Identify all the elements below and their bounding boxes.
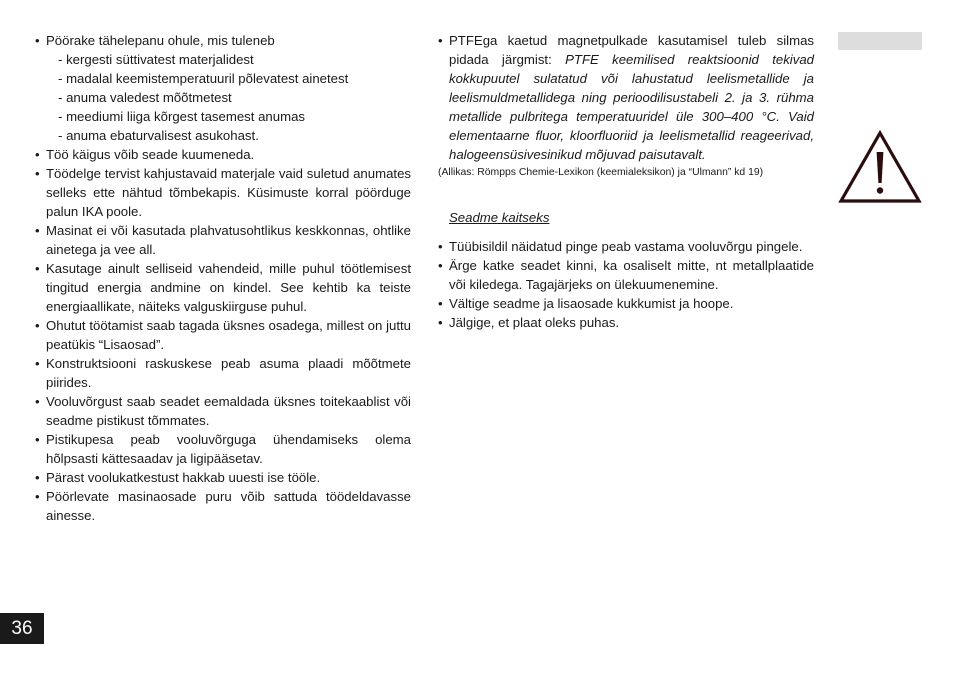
hazard-sublist [46,50,411,145]
list-item-ptfe [437,31,814,164]
list-item: • Vooluvõrgust saab seadet eemaldada üksnes toitekaablist või seadme pistikust tõmmates. [34,392,411,430]
section-tab-marker [838,32,922,50]
list-item: • Kasutage ainult selliseid vahendeid, mille puhul töötlemisest tingitud energia andmine on kindel. See kehtib ka teiste energiaallikate, näiteks valguskiirguse puhul. [34,259,411,316]
sub-item: - anuma ebaturvalisest asukohast. [58,126,411,145]
right-column [437,31,814,332]
source-note: (Allikas: Römpps Chemie-Lexikon (keemialeksikon) ja “Ulmann” kd 19) [438,167,764,178]
ptfe-list [437,31,814,164]
device-protection-list [437,237,814,332]
sub-item: - meediumi liiga kõrgest tasemest anumas [58,107,411,126]
list-item: • Pöörake tähelepanu ohule, mis tuleneb - kergesti süttivatest materjalidest - madalal keemistemperatuuril põlevatest ainetest - anuma valedest mõõtmetest - meediumi liiga kõrgest tasemest anumas - anuma ebaturvalisest asukohast. [34,31,411,145]
safety-list [34,31,411,525]
sub-item: - kergesti süttivatest materjalidest [58,50,411,69]
page-number: 36 [0,613,44,644]
ptfe-lead: PTFEga kaetud magnetpulkade kasutamisel tuleb silmas pidada järgmist: [449,33,814,67]
list-item: • Vältige seadme ja lisaosade kukkumist ja hoope. [437,294,814,313]
list-item: • Masinat ei või kasutada plahvatusohtlikus keskkonnas, ohtlike ainetega ja vee all. [34,221,411,259]
warning-triangle-icon [838,130,922,204]
list-item: • Pärast voolukatkestust hakkab uuesti ise tööle. [34,468,411,487]
list-item: • Töö käigus võib seade kuumeneda. [34,145,411,164]
list-item: • Jälgige, et plaat oleks puhas. [437,313,814,332]
sub-item: - anuma valedest mõõtmetest [58,88,411,107]
sub-item: - madalal keemistemperatuuril põlevatest ainetest [58,69,411,88]
section-title: Seadme kaitseks [449,210,550,225]
left-column [34,31,411,525]
list-item: • Töödelge tervist kahjustavaid materjale vaid suletud anumates selleks ette nähtud tõmbekapis. Küsimuste korral pöörduge palun IKA poole. [34,164,411,221]
ptfe-italic: PTFE keemilised reaktsioonid tekivad kokkupuutel sulatatud või lahustatud leelismetallide ja leelismuldmetallidega ning perioodilisustabeli 2. ja 3. rühma metallide pulbritega temperatuuridel üle 300–400 °C. Vaid elementaarne fluor, kloorfluoriid ja leelismetallid reageerivad, halogeensüsivesinikud mõjuvad paisutavalt. [449,52,814,162]
list-item: • Ohutut töötamist saab tagada üksnes osadega, millest on juttu peatükis “Lisaosad”. [34,316,411,354]
list-item: • Konstruktsiooni raskuskese peab asuma plaadi mõõtmete piirides. [34,354,411,392]
list-item: • Pistikupesa peab vooluvõrguga ühendamiseks olema hõlpsasti kättesaadav ja ligipääsetav. [34,430,411,468]
list-item: • Tüübisildil näidatud pinge peab vastama vooluvõrgu pingele. [437,237,814,256]
list-item: • Pöörlevate masinaosade puru võib sattuda töödeldavasse ainesse. [34,487,411,525]
list-item: • Ärge katke seadet kinni, ka osaliselt mitte, nt metallplaatide või kiledega. Tagajärjeks on ülekuumenemine. [437,256,814,294]
